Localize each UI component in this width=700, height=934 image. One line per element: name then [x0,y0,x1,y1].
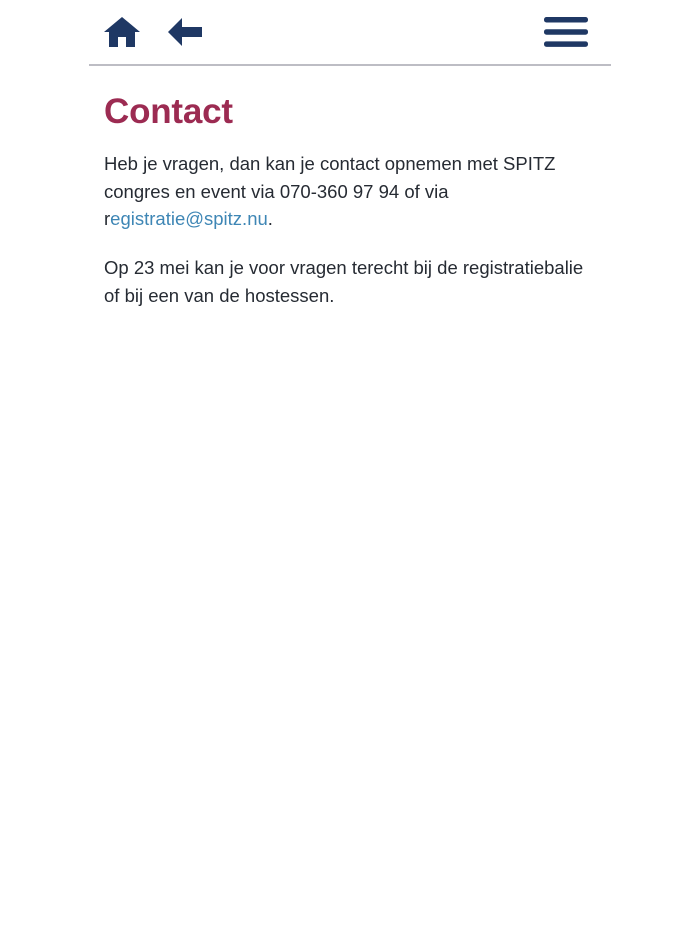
hamburger-menu-icon[interactable] [543,15,589,49]
contact-paragraph-text-before: Heb je vragen, dan kan je contact opnemen met SPITZ congres en event via 070-360 97 94 of via r [104,153,556,229]
main-content [89,92,611,309]
email-link[interactable]: egistratie@spitz.nu [110,208,268,229]
nav-left-group [101,13,205,51]
page-title: Contact [104,92,233,131]
registration-desk-paragraph [104,254,596,309]
contact-paragraph-text-after: . [267,208,273,229]
home-icon[interactable] [101,13,143,51]
registration-desk-text: Op 23 mei kan je voor vragen terecht bij de registratiebalie of bij een van de hostessen. [104,257,584,306]
contact-paragraph [104,150,596,232]
back-arrow-icon[interactable] [165,15,205,49]
top-navigation-bar [89,0,611,66]
